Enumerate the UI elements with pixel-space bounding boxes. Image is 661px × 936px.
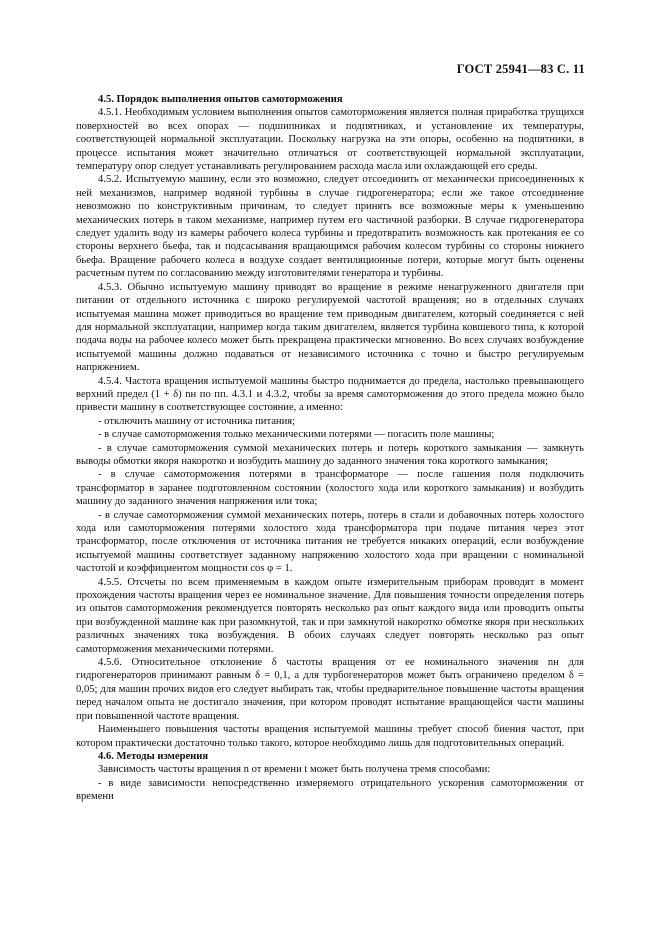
list-item-deceleration: - в виде зависимости непосредственно измеряемого отрицательного ускорения самоторможения от времени — [76, 777, 584, 803]
paragraph-4-5-2: 4.5.2. Испытуемую машину, если это возможно, следует отсоединить от механически присоединенных к ней механизмов, например водяной турбины в случае гидрогенератора; если же такое отсоединение невозможно по конструктивным причинам, то следует принять все возможные меры к уменьшению механических потерь в таком механизме, например путем его частичной разборки. В случае гидрогенератора следует удалить воду из камеры рабочего колеса турбины и предотвратить возможность как протекания ее со стороны верхнего бьефа, так и подсасывания вращающимся рабочим колесом турбины со стороны нижнего бьефа. Вращение рабочего колеса в воздухе создает вентиляционные потери, которые могут быть оценены расчетным путем по согласованию между изготовителями генератора и турбины. — [76, 174, 584, 280]
paragraph-4-5-4: 4.5.4. Частота вращения испытуемой машины быстро поднимается до предела, настолько превышающего верхний предел (1 + δ) nн по пп. 4.3.1 и 4.3.2, чтобы за время самоторможения до этого предела можно было привести машину в соответствующее состояние, а именно: — [76, 375, 584, 414]
paragraph-4-5-5: 4.5.5. Отсчеты по всем применяемым в каждом опыте измерительным приборам проводят в момент прохождения частоты вращения через ее номинальное значение. Для повышения точности определения потерь из опытов самоторможения рекомендуется повторять несколько раз опыт каждого вида или проводить опыты при возбужденной машине как при разомкнутой, так и при замкнутой накоротко обмотке якоря при нескольких различных значениях тока возбуждения. В обоих случаях следует повторять несколько раз опыт самоторможения механическими потерями. — [76, 576, 584, 655]
list-item-no-load: - в случае самоторможения суммой механических потерь, потерь в стали и добавочных потерь холостого хода или самоторможения потерями холостого хода трансформатора при подаче питания через этот трансформатор, после отключения от источника питания не требуется никаких операций, если возбуждение испытуемой машины соответствует заданному напряжению холостого хода при вращении с номинальной частотой и коэффициентом мощности cos φ = 1. — [76, 509, 584, 575]
list-item-transformer: - в случае самоторможения потерями в трансформаторе — после гашения поля подключить трансформатор в заранее подготовленном состоянии (холостого хода или короткого замыкания) и возбудить машину до заданного значения напряжения или тока; — [76, 469, 584, 508]
section-4-5-heading: 4.5. Порядок выполнения опытов самоторможения — [98, 94, 343, 105]
list-item-mechanical-losses: - в случае самоторможения только механическими потерями — погасить поле машины; — [98, 429, 495, 441]
paragraph-beat-frequency: Наименьшего повышения частоты вращения испытуемой машины требует способ биения частот, при котором практически достаточно только такого, которое необходимо лишь для подготовительных операций. — [76, 724, 584, 749]
section-4-6-heading: 4.6. Методы измерения — [98, 750, 209, 762]
page-header: ГОСТ 25941—83 С. 11 — [456, 62, 585, 76]
paragraph-4-5-6: 4.5.6. Относительное отклонение δ частоты вращения от ее номинального значения nн для гидрогенераторов принимают равным δ = 0,1, а для турбогенераторов может быть ограничено пределом δ = 0,05; для машин прочих видов его следует выбирать так, чтобы предварительное повышение частоты вращения перед началом опыта не достигало значения, при котором проводят испытание вращающейся части машины при повышенной частоте вращения. — [76, 657, 584, 722]
list-item-short-circuit: - в случае самоторможения суммой механических потерь и потерь короткого замыкания — замкнуть выводы обмотки якоря накоротко и возбудить машину до заданного значения тока короткого замыкания; — [76, 442, 584, 467]
list-item-disconnect: - отключить машину от источника питания; — [98, 415, 296, 427]
document-body — [76, 93, 584, 804]
paragraph-4-5-1: 4.5.1. Необходимым условием выполнения опытов самоторможения является полная приработка трущихся поверхностей во всех опорах — подшипниках и подпятниках, и установление их температуры, соответствующей нормальной эксплуатации. Поскольку нагрузка на эти опоры, особенно на подпятники, в процессе испытания может значительно отличаться от соответствующей нормальной эксплуатации, температуру опор следует устанавливать регулированием расхода масла или охлаждающей его среды. — [76, 107, 584, 173]
paragraph-4-5-3: 4.5.3. Обычно испытуемую машину приводят во вращение в режиме ненагруженного двигателя при питании от отдельного источника с широко регулируемой частотой вращения; но в отдельных случаях испытуемая машина может приводиться во вращение тем приводным двигателем, который соединяется с ней для нормальной эксплуатации, например когда таким двигателем, является турбина ковшевого типа, к которой подача воды на рабочее колесо может быть прекращена практически мгновенно. Во всех случаях возбуждение испытуемой машины должно подаваться от независимого источника с точно и быстро регулируемым напряжением. — [76, 281, 584, 374]
paragraph-4-6-intro: Зависимость частоты вращения n от времени t может быть получена тремя способами: — [98, 764, 491, 776]
